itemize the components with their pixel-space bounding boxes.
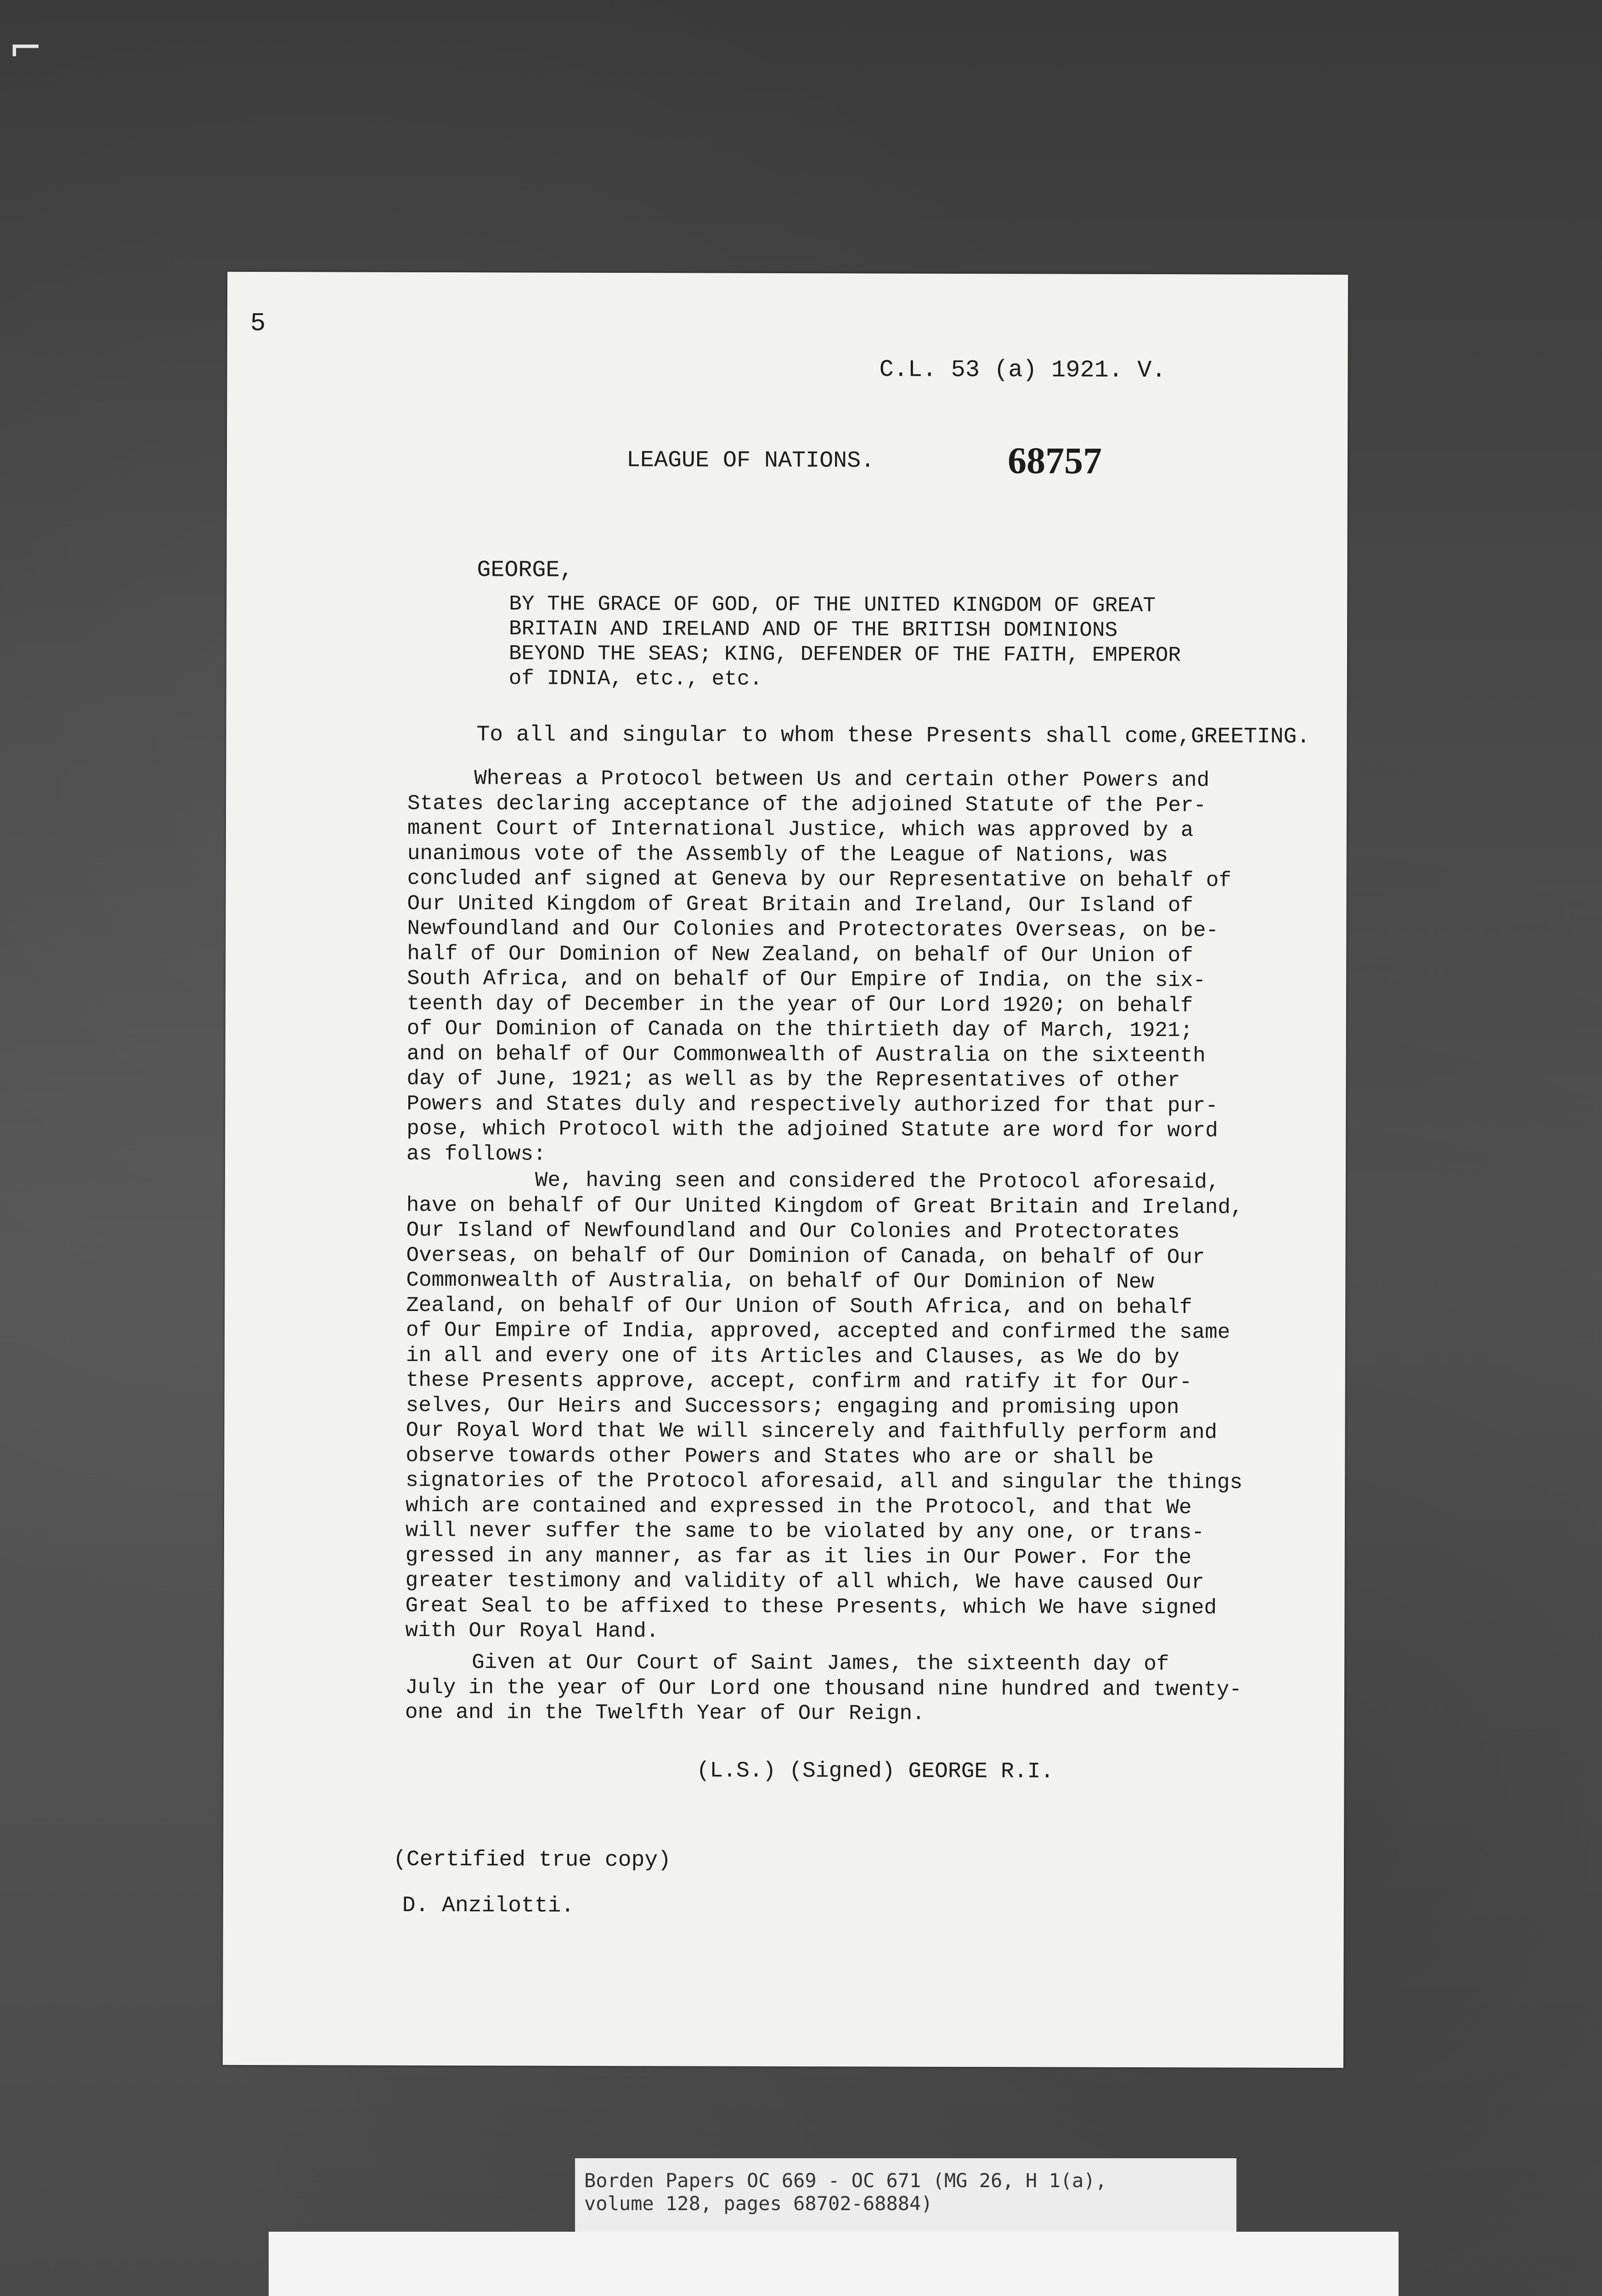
styles-line: BEYOND THE SEAS; KING, DEFENDER OF THE FAITH, EMPEROR bbox=[508, 642, 1181, 668]
text-line: in all and every one of its Articles and Clauses, as We do by bbox=[406, 1343, 1179, 1369]
text-line: teenth day of December in the year of Our Lord 1920; on behalf bbox=[406, 991, 1193, 1018]
royal-signature: (L.S.) (Signed) GEORGE R.I. bbox=[696, 1758, 1054, 1784]
public-archives-card bbox=[269, 2232, 1399, 2296]
text-line: Overseas, on behalf of Our Dominion of Canada, on behalf of Our bbox=[406, 1243, 1205, 1269]
document-page bbox=[223, 272, 1348, 2068]
paragraph-whereas bbox=[406, 766, 1344, 1169]
styles-line: BRITAIN AND IRELAND AND OF THE BRITISH DOMINIONS bbox=[509, 617, 1118, 642]
text-line: unanimous vote of the Assembly of the League of Nations, was bbox=[407, 841, 1168, 867]
text-line: of Our Empire of India, approved, accepted and confirmed the same bbox=[406, 1318, 1230, 1345]
text-line: greater testimony and validity of all which, We have caused Our bbox=[405, 1568, 1204, 1595]
text-line: States declaring acceptance of the adjoined Statute of the Per- bbox=[407, 791, 1207, 817]
text-line: concluded anf signed at Geneva by our Representative on behalf of bbox=[407, 866, 1232, 893]
text-line: of Our Dominion of Canada on the thirtieth day of March, 1921; bbox=[406, 1016, 1193, 1043]
certifier-name: D. Anzilotti. bbox=[402, 1893, 575, 1919]
text-line: We, having seen and considered the Protocol aforesaid, bbox=[535, 1168, 1220, 1194]
text-line: half of Our Dominion of New Zealand, on behalf of Our Union of bbox=[407, 941, 1193, 968]
citation-line: volume 128, pages 68702-68884) bbox=[584, 2192, 933, 2215]
certified-copy-note: (Certified true copy) bbox=[393, 1847, 671, 1873]
league-title: LEAGUE OF NATIONS. bbox=[626, 447, 875, 474]
text-line: as follows: bbox=[406, 1142, 546, 1166]
text-line: signatories of the Protocol aforesaid, all and singular the things bbox=[406, 1468, 1243, 1495]
paragraph-given-at bbox=[405, 1650, 1342, 1728]
text-line: Zealand, on behalf of Our Union of South Africa, and on behalf bbox=[406, 1293, 1192, 1319]
text-line: observe towards other Powers and States who are or shall be bbox=[406, 1443, 1154, 1469]
text-line: day of June, 1921; as well as by the Representatives of other bbox=[406, 1066, 1180, 1093]
styles-line: BY THE GRACE OF GOD, OF THE UNITED KINGDOM OF GREAT bbox=[509, 592, 1156, 618]
text-line: Our United Kingdom of Great Britain and Ireland, Our Island of bbox=[407, 891, 1194, 917]
text-line: manent Court of International Justice, which was approved by a bbox=[407, 816, 1194, 843]
text-line: Whereas a Protocol between Us and certain other Powers and bbox=[474, 766, 1210, 793]
royal-styles bbox=[509, 591, 1336, 693]
page-number: 5 bbox=[250, 308, 266, 338]
addressee: GEORGE, bbox=[477, 557, 574, 584]
citation-line: Borden Papers OC 669 - OC 671 (MG 26, H 1(a), bbox=[584, 2169, 1107, 2192]
text-line: with Our Royal Hand. bbox=[405, 1618, 659, 1643]
stamped-number: 68757 bbox=[1007, 439, 1102, 482]
styles-line: of IDNIA, etc., etc. bbox=[508, 666, 762, 691]
text-line: and on behalf of Our Commonwealth of Australia on the sixteenth bbox=[406, 1041, 1206, 1068]
text-line: which are contained and expressed in the Protocol, and that We bbox=[406, 1493, 1192, 1519]
text-line: South Africa, and on behalf of Our Empire of India, on the six- bbox=[407, 966, 1206, 993]
text-line: July in the year of Our Lord one thousand nine hundred and twenty- bbox=[405, 1675, 1242, 1702]
text-line: gressed in any manner, as far as it lies in Our Power. For the bbox=[405, 1543, 1192, 1570]
paragraph-ratification bbox=[405, 1168, 1343, 1646]
text-line: Newfoundland and Our Colonies and Protectorates Overseas, on be- bbox=[407, 916, 1219, 943]
text-line: Powers and States duly and respectively authorized for that pur- bbox=[406, 1092, 1218, 1118]
text-line: one and in the Twelfth Year of Our Reign. bbox=[405, 1700, 925, 1726]
text-line: have on behalf of Our United Kingdom of Great Britain and Ireland, bbox=[406, 1193, 1243, 1220]
text-line: selves, Our Heirs and Successors; engaging and promising upon bbox=[406, 1393, 1179, 1419]
text-line: will never suffer the same to be violated by any one, or trans- bbox=[405, 1518, 1205, 1545]
text-line: Great Seal to be affixed to these Presents, which We have signed bbox=[405, 1593, 1217, 1620]
salutation: To all and singular to whom these Presents shall come,GREETING. bbox=[476, 722, 1310, 749]
text-line: Commonwealth of Australia, on behalf of Our Dominion of New bbox=[406, 1268, 1155, 1294]
text-line: Given at Our Court of Saint James, the sixteenth day of bbox=[472, 1650, 1169, 1677]
text-line: Our Royal Word that We will sincerely and faithfully perform and bbox=[406, 1418, 1218, 1445]
document-reference: C.L. 53 (a) 1921. V. bbox=[879, 356, 1166, 384]
text-line: pose, which Protocol with the adjoined Statute are word for word bbox=[406, 1116, 1218, 1143]
text-line: these Presents approve, accept, confirm and ratify it for Our- bbox=[406, 1368, 1192, 1395]
corner-crop-mark-top-left: ⌐ bbox=[8, 24, 43, 72]
text-line: Our Island of Newfoundland and Our Colonies and Protectorates bbox=[406, 1218, 1180, 1244]
